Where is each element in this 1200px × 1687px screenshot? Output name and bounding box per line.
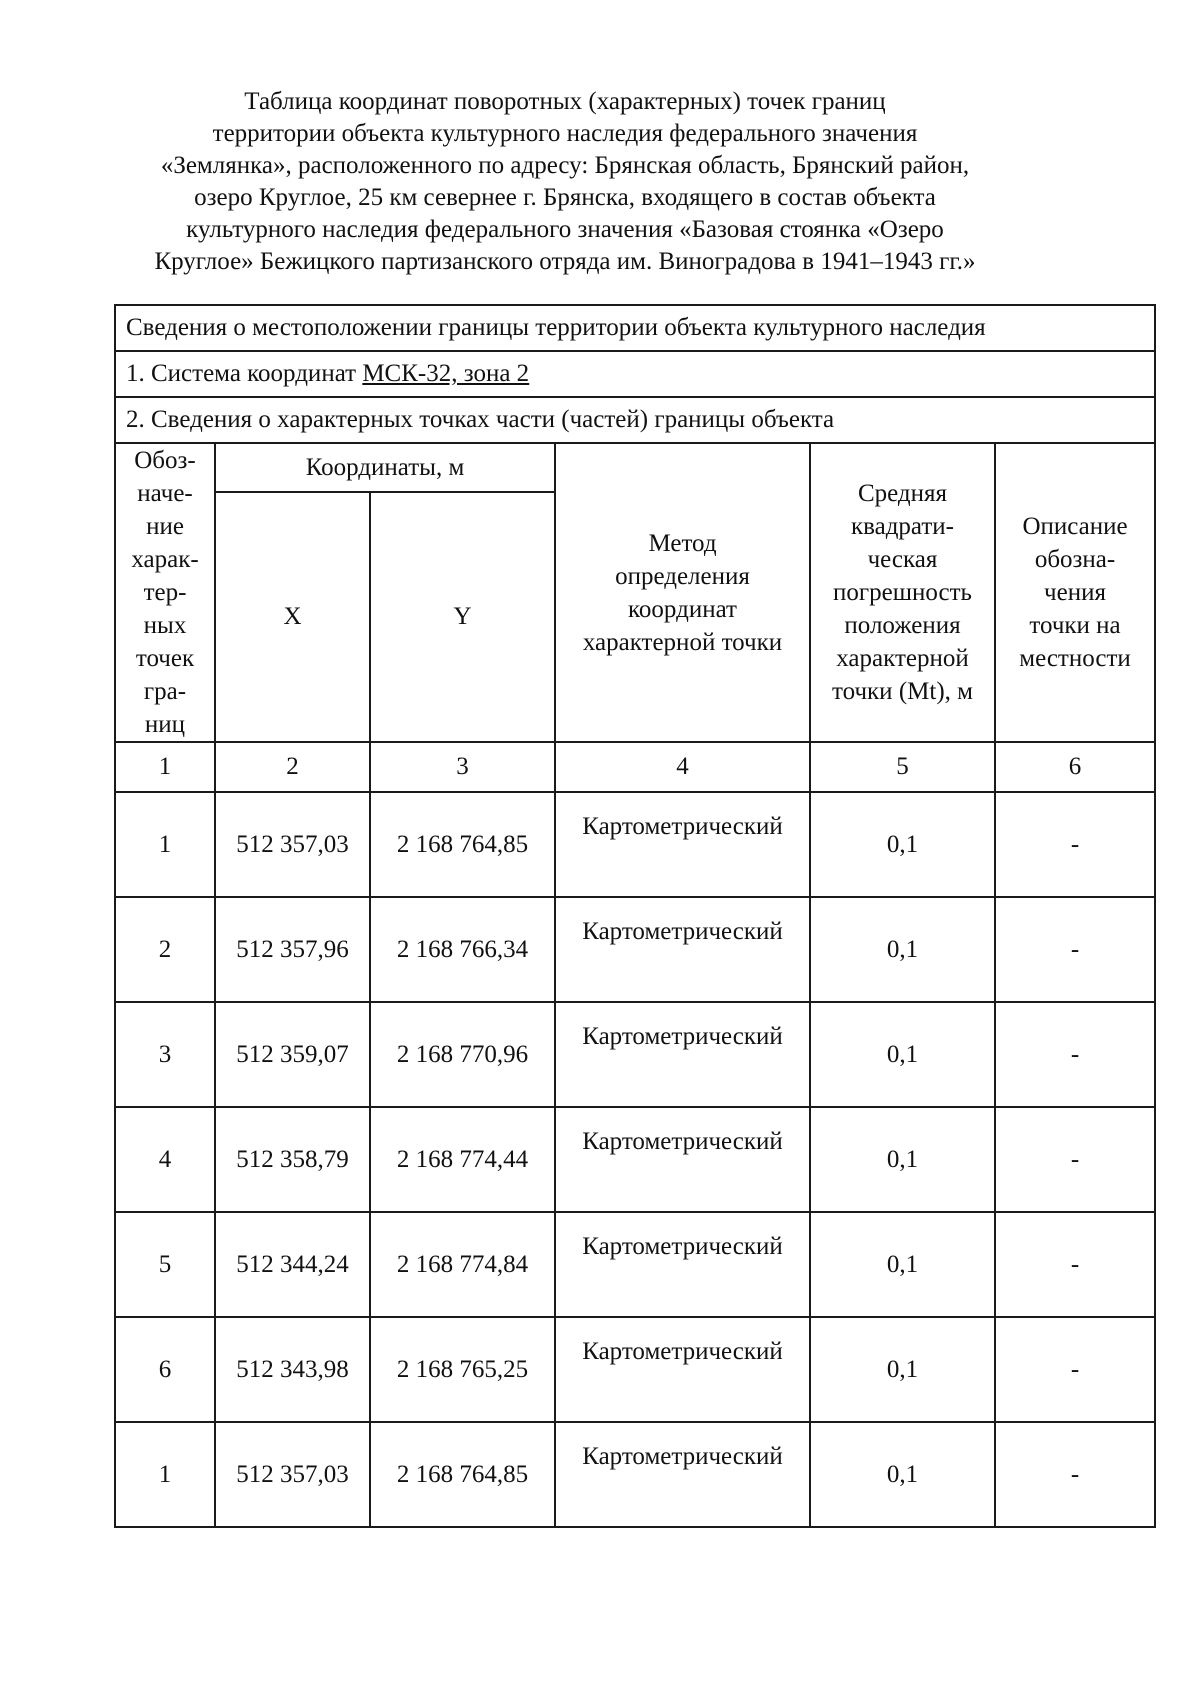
cell-point: 2: [115, 897, 215, 1002]
cell-point: 5: [115, 1212, 215, 1317]
column-number: 2: [215, 742, 370, 792]
cell-y: 2 168 764,85: [370, 792, 555, 897]
cell-point: 1: [115, 792, 215, 897]
table-row: [115, 1002, 1155, 1107]
cell-y: 2 168 770,96: [370, 1002, 555, 1107]
cell-x: 512 357,96: [215, 897, 370, 1002]
table-row: [115, 897, 1155, 1002]
cell-y: 2 168 766,34: [370, 897, 555, 1002]
cell-point: 3: [115, 1002, 215, 1107]
cell-method: Картометрический: [555, 897, 810, 1002]
col-header-coordinates: Координаты, м: [215, 443, 555, 492]
cell-method: Картометрический: [555, 1107, 810, 1212]
cell-y: 2 168 774,84: [370, 1212, 555, 1317]
cell-y: 2 168 765,25: [370, 1317, 555, 1422]
col-header-y: Y: [370, 492, 555, 742]
cell-method: Картометрический: [555, 1002, 810, 1107]
coord-system-label: 1. Система координат: [126, 360, 363, 387]
column-number: 4: [555, 742, 810, 792]
title-line: «Землянка», расположенного по адресу: Брянская область, Брянский район,: [160, 152, 970, 179]
cell-y: 2 168 764,85: [370, 1422, 555, 1527]
cell-description: -: [995, 897, 1155, 1002]
table-row: [115, 792, 1155, 897]
title-line: озеро Круглое, 25 км севернее г. Брянска, входящего в состав объекта: [194, 184, 936, 211]
col-header-method: Метод определения координат характерной точки: [555, 443, 810, 742]
col-header-error: Средняя квадрати- ческая погрешность положения характерной точки (Mt), м: [810, 443, 995, 742]
cell-x: 512 357,03: [215, 792, 370, 897]
title-line: культурного наследия федерального значения «Базовая стоянка «Озеро: [186, 216, 944, 243]
table-row: [115, 1422, 1155, 1527]
col-header-designation: Обоз- наче- ние харак- тер- ных точек гра- ниц: [115, 443, 215, 742]
column-number: 3: [370, 742, 555, 792]
column-number: 5: [810, 742, 995, 792]
cell-point: 1: [115, 1422, 215, 1527]
section-header: Сведения о местоположении границы территории объекта культурного наследия: [115, 305, 1155, 351]
cell-method: Картометрический: [555, 1317, 810, 1422]
col-header-description: Описание обозна- чения точки на местности: [995, 443, 1155, 742]
cell-x: 512 343,98: [215, 1317, 370, 1422]
title-line: территории объекта культурного наследия федерального значения: [212, 120, 918, 147]
cell-x: 512 358,79: [215, 1107, 370, 1212]
cell-method: Картометрический: [555, 1422, 810, 1527]
column-number: 6: [995, 742, 1155, 792]
cell-error: 0,1: [810, 1002, 995, 1107]
document-title: [150, 86, 980, 278]
cell-error: 0,1: [810, 897, 995, 1002]
cell-description: -: [995, 1002, 1155, 1107]
cell-description: -: [995, 1212, 1155, 1317]
cell-description: -: [995, 1107, 1155, 1212]
cell-method: Картометрический: [555, 792, 810, 897]
cell-description: -: [995, 1422, 1155, 1527]
coord-system-row: [115, 351, 1155, 397]
points-header: 2. Сведения о характерных точках части (частей) границы объекта: [115, 397, 1155, 443]
coordinates-table: [114, 304, 1156, 1528]
cell-error: 0,1: [810, 1212, 995, 1317]
table-row: [115, 1317, 1155, 1422]
cell-error: 0,1: [810, 1107, 995, 1212]
table-row: [115, 1212, 1155, 1317]
cell-description: -: [995, 792, 1155, 897]
column-number: 1: [115, 742, 215, 792]
cell-method: Картометрический: [555, 1212, 810, 1317]
cell-error: 0,1: [810, 1422, 995, 1527]
cell-description: -: [995, 1317, 1155, 1422]
cell-error: 0,1: [810, 1317, 995, 1422]
title-line: Круглое» Бежицкого партизанского отряда им. Виноградова в 1941–1943 гг.»: [154, 248, 976, 275]
title-line: Таблица координат поворотных (характерных) точек границ: [244, 88, 886, 115]
cell-x: 512 357,03: [215, 1422, 370, 1527]
cell-x: 512 359,07: [215, 1002, 370, 1107]
cell-y: 2 168 774,44: [370, 1107, 555, 1212]
cell-point: 4: [115, 1107, 215, 1212]
table-row: [115, 1107, 1155, 1212]
cell-point: 6: [115, 1317, 215, 1422]
cell-x: 512 344,24: [215, 1212, 370, 1317]
cell-error: 0,1: [810, 792, 995, 897]
coord-system-value: МСК-32, зона 2: [362, 360, 530, 387]
col-header-x: X: [215, 492, 370, 742]
